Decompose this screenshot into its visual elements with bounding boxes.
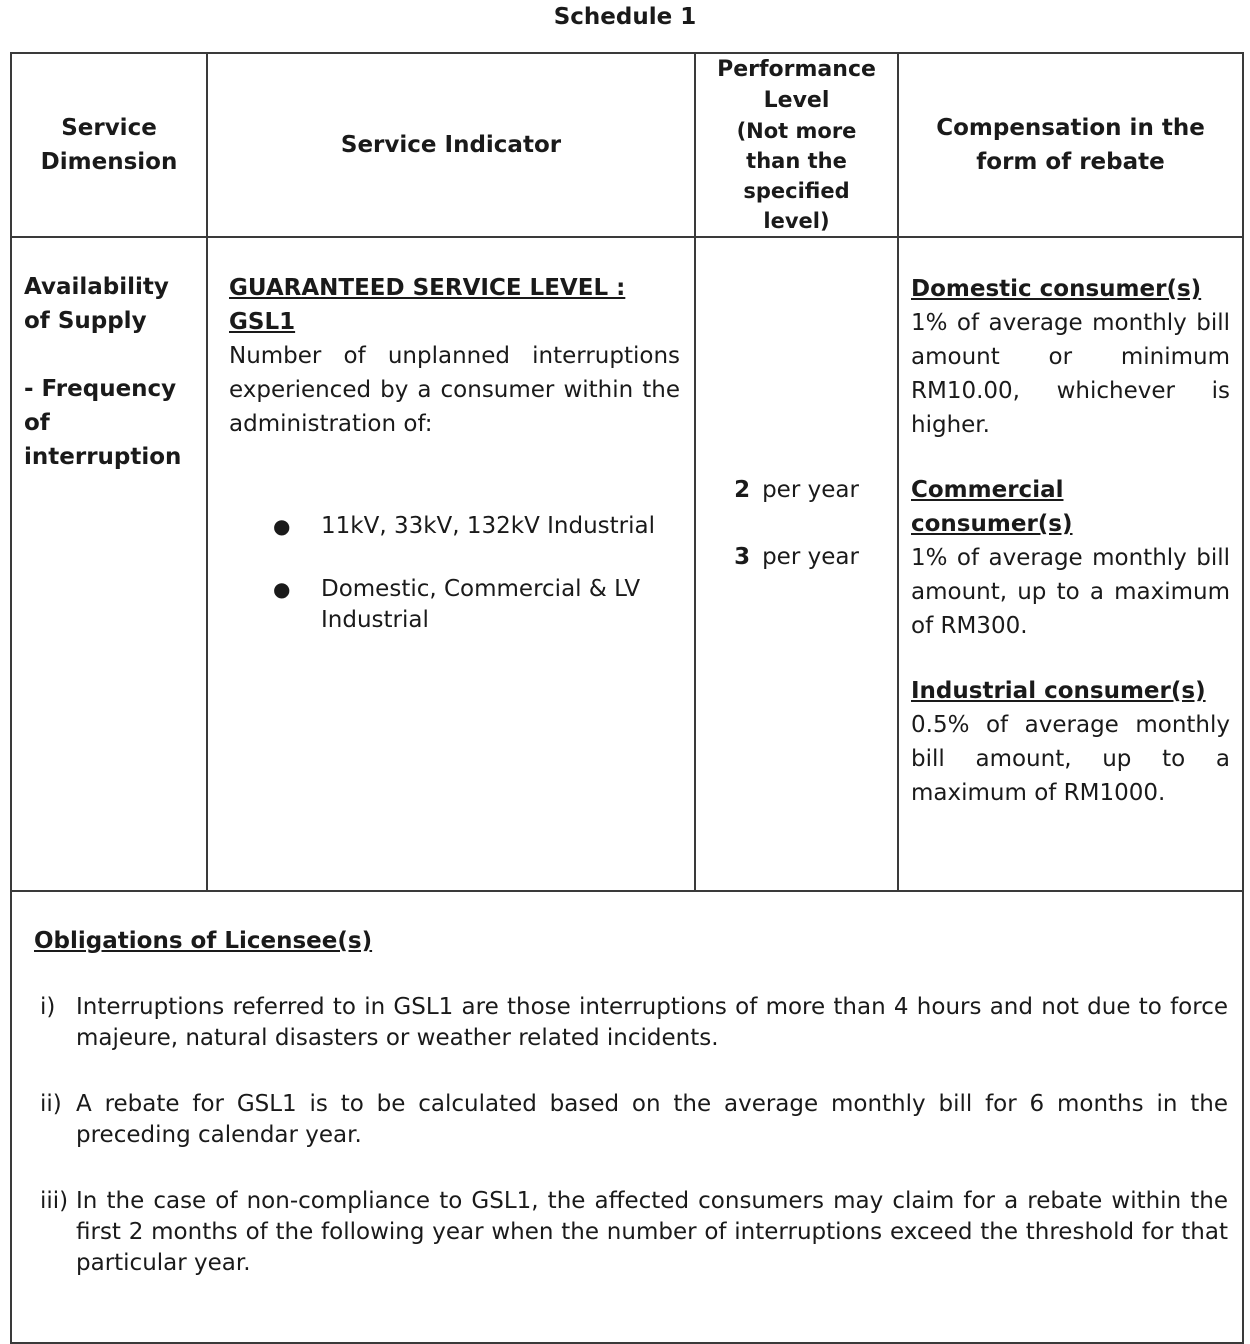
performance-unit: per year [762,544,859,570]
indicator-description: Number of unplanned interruptions experienced by a consumer within the administration of: [229,343,680,437]
dimension-availability: Availability of Supply [24,274,169,334]
compensation-text: 1% of average monthly bill amount, up to a maximum of RM300. [911,545,1230,639]
compensation-heading: Industrial consumer(s) [911,678,1206,704]
body-row [11,237,1243,891]
list-item [34,1089,1228,1151]
compensation-heading: Commercial consumer(s) [911,477,1073,537]
performance-level-2 [696,540,897,574]
obligations-cell [11,891,1243,1343]
compensation-text: 0.5% of average monthly bill amount, up to a maximum of RM1000. [911,712,1230,806]
header-service-dimension-label: Service Dimension [40,115,178,175]
compensation-heading: Domestic consumer(s) [911,276,1202,302]
performance-value: 2 [734,477,751,503]
obligations-list [34,992,1228,1279]
header-performance-level-label: Performance Level [717,57,876,113]
indicator-item-domestic: Domestic, Commercial & LV Industrial [321,576,641,633]
compensation-industrial [911,674,1230,810]
obligations-title: Obligations of Licensee(s) [34,928,373,954]
obligations-row [11,891,1243,1343]
performance-cell [695,237,898,891]
indicator-item-industrial: 11kV, 33kV, 132kV Industrial [321,513,656,539]
obligation-number: i) [40,994,56,1020]
obligation-text: In the case of non-compliance to GSL1, the affected consumers may claim for a rebate within the first 2 months of the following year when the number of interruptions exceed the threshold for that particular year. [76,1188,1228,1276]
bullet-icon: ● [273,577,291,601]
performance-level-1 [696,473,897,507]
obligation-text: A rebate for GSL1 is to be calculated based on the average monthly bill for 6 months in the preceding calendar year. [76,1091,1228,1148]
dimension-cell [11,237,207,891]
header-service-dimension [11,53,207,237]
obligation-text: Interruptions referred to in GSL1 are those interruptions of more than 4 hours and not due to force majeure, natural disasters or weather related incidents. [76,994,1228,1051]
header-row [11,53,1243,237]
bullet-icon: ● [273,514,291,538]
compensation-text: 1% of average monthly bill amount or minimum RM10.00, whichever is higher. [911,310,1230,438]
performance-value: 3 [734,544,751,570]
obligation-number: ii) [40,1091,62,1117]
compensation-cell [898,237,1243,891]
schedule-table [10,52,1244,1344]
list-item [34,992,1228,1054]
list-item [34,1186,1228,1279]
header-compensation [898,53,1243,237]
list-item [229,511,680,542]
compensation-commercial [911,473,1230,643]
header-performance-level-note: (Not more than the specified level) [736,119,857,233]
schedule-title: Schedule 1 [553,4,697,30]
compensation-domestic [911,272,1230,442]
obligation-number: iii) [40,1188,69,1214]
performance-unit: per year [762,477,859,503]
header-performance-level [695,53,898,237]
header-service-indicator [207,53,695,237]
header-compensation-label: Compensation in the form of rebate [936,115,1205,175]
header-service-indicator-label: Service Indicator [340,132,562,158]
list-item [229,574,680,636]
indicator-cell [207,237,695,891]
dimension-frequency: - Frequency of interruption [24,376,182,470]
gsl-heading: GUARANTEED SERVICE LEVEL : GSL1 [229,275,626,335]
indicator-list [229,511,680,636]
